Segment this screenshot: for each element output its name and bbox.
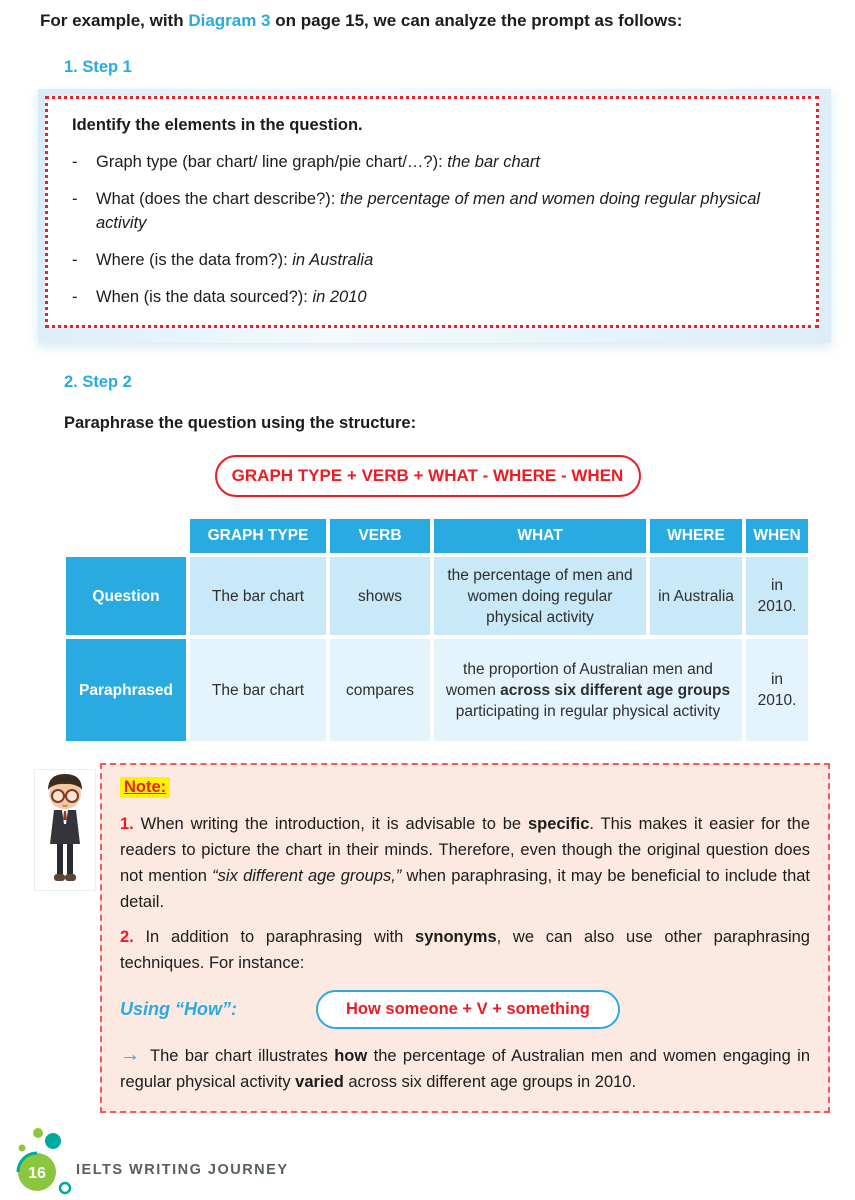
header-verb: VERB xyxy=(330,519,430,553)
page-intro xyxy=(40,0,825,32)
table-header-row xyxy=(66,519,808,553)
item-label: When (is the data sourced?): xyxy=(96,288,313,306)
dash-bullet: - xyxy=(72,251,78,269)
table-corner-cell xyxy=(66,519,186,553)
header-graph-type: GRAPH TYPE xyxy=(190,519,326,553)
mascot-svg xyxy=(35,770,95,890)
paraphrased-row xyxy=(66,639,808,741)
step2-label: 2. Step 2 xyxy=(64,373,132,391)
note-heading: Note: xyxy=(120,777,170,798)
how-formula-pill: How someone + V + something xyxy=(316,990,620,1029)
dash-bullet: - xyxy=(72,190,78,208)
dash-bullet: - xyxy=(72,153,78,171)
footer-page-number: 16 xyxy=(28,1165,46,1182)
note-section xyxy=(100,763,830,1113)
paraphrased-when: in 2010. xyxy=(746,639,808,741)
analysis-item-where xyxy=(72,248,796,272)
question-graph-type: The bar chart xyxy=(190,557,326,635)
header-what: WHAT xyxy=(434,519,646,553)
item-label: Graph type (bar chart/ line graph/pie chart/…?): xyxy=(96,153,448,171)
arrow-icon: → xyxy=(120,1044,140,1066)
question-when: in 2010. xyxy=(746,557,808,635)
item-value: in Australia xyxy=(292,251,374,269)
step1-label: 1. Step 1 xyxy=(64,58,132,76)
analysis-box-background xyxy=(38,89,831,343)
question-where: in Australia xyxy=(650,557,742,635)
analysis-item-when xyxy=(72,285,796,309)
using-how-label: Using “How”: xyxy=(120,999,237,1019)
item-label: What (does the chart describe?): xyxy=(96,190,340,208)
item-value: the percentage of men and women doing regular physical activity xyxy=(96,190,761,232)
intro-text-tail: on page 15, we can analyze the prompt as follows: xyxy=(270,11,683,30)
note-paragraph-2: 2. In addition to paraphrasing with synonyms, we can also use other paraphrasing techniques. For instance: xyxy=(120,928,810,972)
structure-formula-pill: GRAPH TYPE + VERB + WHAT - WHERE - WHEN xyxy=(215,455,641,497)
note-box xyxy=(100,763,830,1113)
bold-age-groups: across six different age groups xyxy=(500,681,731,699)
example-sentence: → The bar chart illustrates how the percentage of Australian men and women engaging in regular physical activity varied across six different age groups in 2010. xyxy=(120,1044,810,1091)
question-verb: shows xyxy=(330,557,430,635)
item-label: Where (is the data from?): xyxy=(96,251,293,269)
paraphrase-instruction: Paraphrase the question using the structure: xyxy=(64,414,417,432)
using-how-row xyxy=(120,990,810,1029)
analysis-item-graph-type xyxy=(72,150,796,174)
intro-text: For example, with xyxy=(40,11,189,30)
paraphrase-table xyxy=(62,515,812,745)
note-paragraph-1: 1. When writing the introduction, it is advisable to be specific. This makes it easier for the readers to picture the chart in their minds. Therefore, even though the original question does not mention “six different age groups,” when paraphrasing, it may be beneficial to include that detail. xyxy=(120,815,811,911)
dash-bullet: - xyxy=(72,288,78,306)
note-number-2: 2. xyxy=(120,928,134,946)
analysis-box-title: Identify the elements in the question. xyxy=(72,116,363,134)
diagram-reference: Diagram 3 xyxy=(188,11,271,30)
note-number-1: 1. xyxy=(120,815,134,833)
header-where: WHERE xyxy=(650,519,742,553)
question-row-label: Question xyxy=(66,557,186,635)
paraphrased-row-label: Paraphrased xyxy=(66,639,186,741)
paraphrased-verb: compares xyxy=(330,639,430,741)
item-value: the bar chart xyxy=(447,153,540,171)
analysis-item-what xyxy=(72,187,796,235)
header-when: WHEN xyxy=(746,519,808,553)
paraphrased-what: the proportion of Australian men and women across six different age groups participating in regular physical activity xyxy=(434,639,742,741)
note-mascot-illustration xyxy=(34,769,96,891)
footer-book-title: IELTS WRITING JOURNEY xyxy=(76,1162,289,1178)
item-value: in 2010 xyxy=(312,288,367,306)
question-what: the percentage of men and women doing regular physical activity xyxy=(434,557,646,635)
paraphrased-graph-type: The bar chart xyxy=(190,639,326,741)
question-row xyxy=(66,557,808,635)
analysis-box xyxy=(45,96,819,328)
